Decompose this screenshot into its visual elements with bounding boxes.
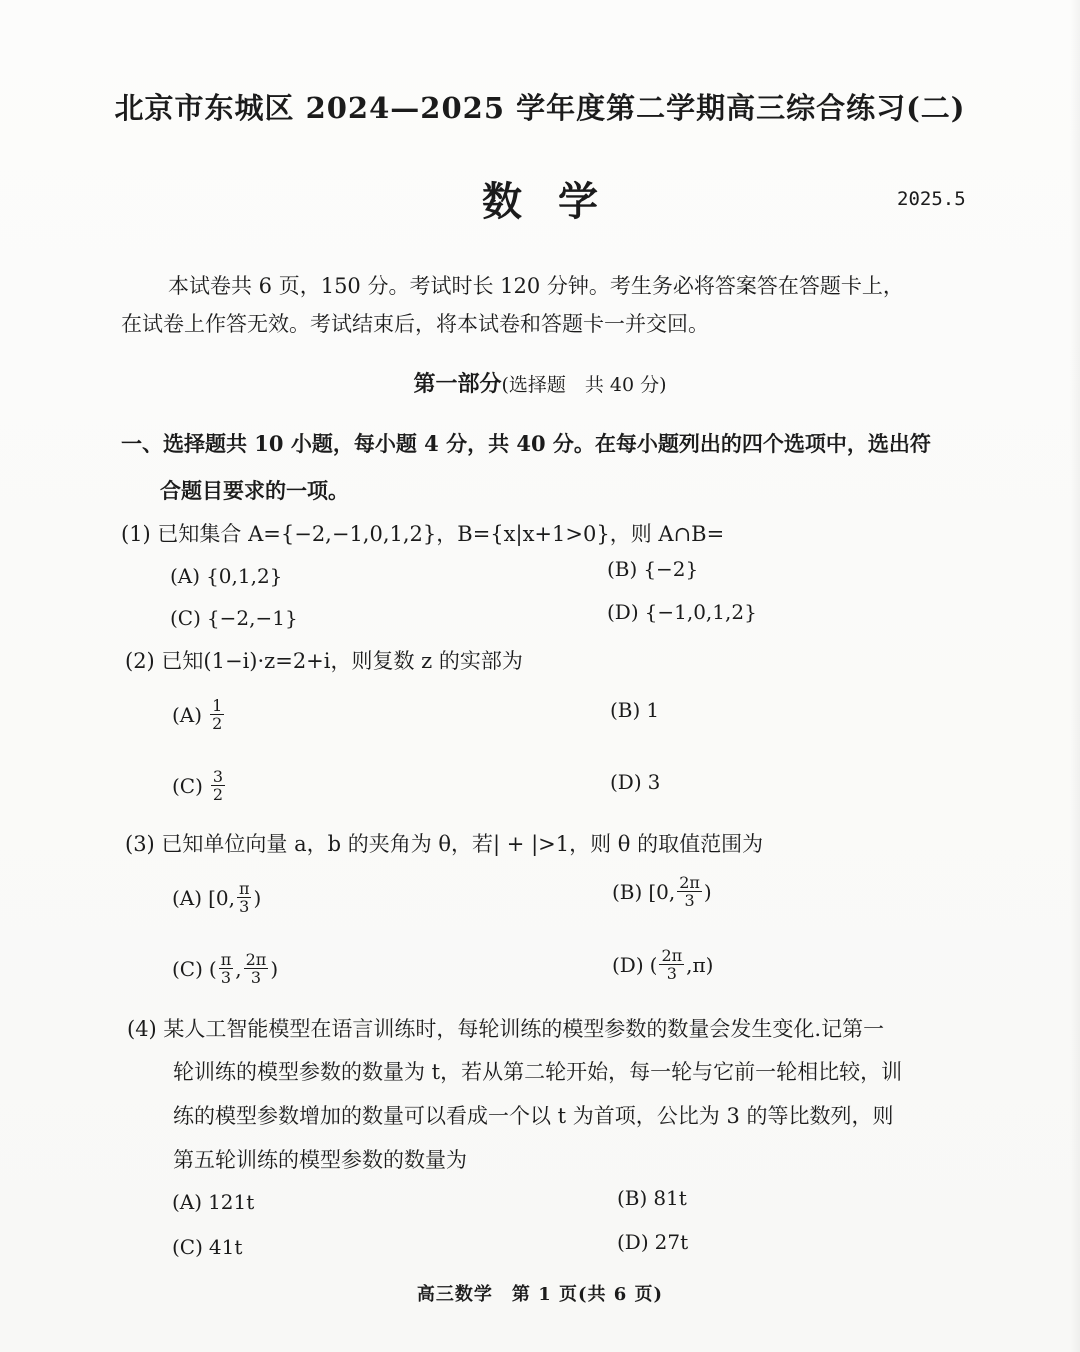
option-label: (C)	[172, 773, 203, 798]
fraction-numerator: 2π	[245, 950, 267, 969]
option-label: (C)	[172, 1235, 203, 1259]
interval-separator: ,	[235, 956, 242, 981]
fraction-numerator: 2π	[661, 946, 683, 965]
interval-open: (	[208, 956, 217, 981]
question-3-option-a	[172, 880, 261, 915]
fraction-numerator: π	[238, 879, 250, 898]
interval-close: )	[253, 885, 262, 910]
option-label: (A)	[172, 702, 203, 727]
fraction-denominator: 3	[684, 891, 695, 910]
intro-line-2: 在试卷上作答无效。考试结束后，将本试卷和答题卡一并交回。	[121, 312, 709, 336]
option-label: (B)	[612, 879, 643, 904]
option-label: (A)	[172, 885, 203, 910]
fraction-denominator: 2	[212, 785, 224, 804]
fraction-numerator: 2π	[679, 873, 700, 892]
option-label: (D)	[612, 952, 644, 977]
option-label: (A)	[172, 1190, 203, 1214]
option-label: (C)	[172, 956, 203, 981]
option-label: (B)	[607, 557, 638, 581]
question-1-option-d	[607, 600, 757, 624]
question-1-stem: (1) 已知集合 A={−2,−1,0,1,2}，B={x|x+1>0}，则 A∩B=	[121, 522, 725, 546]
question-4-stem-line-1: (4) 某人工智能模型在语言训练时，每轮训练的模型参数的数量会发生变化.记第一	[127, 1017, 885, 1041]
option-label: (D)	[607, 600, 639, 624]
question-4-stem-line-2: 轮训练的模型参数的数量为 t，若从第二轮开始，每一轮与它前一轮相比较，训	[173, 1060, 903, 1084]
section-instruction-line-2: 合题目要求的一项。	[160, 478, 349, 503]
question-3-option-c	[172, 951, 278, 986]
interval-close: )	[703, 879, 712, 904]
option-label: (D)	[610, 770, 642, 794]
option-text: {−2,−1}	[206, 606, 298, 630]
interval-open: (	[649, 952, 658, 977]
fraction	[210, 697, 224, 732]
question-3-stem: (3) 已知单位向量 a，b 的夹角为 θ，若| + |>1，则 θ 的取值范围为	[125, 832, 764, 856]
question-4-stem-line-3: 练的模型参数增加的数量可以看成一个以 t 为首项，公比为 3 的等比数列，则	[173, 1104, 894, 1128]
question-3-option-d	[612, 947, 713, 982]
interval-close: )	[270, 956, 279, 981]
fraction	[211, 768, 225, 803]
part-heading	[0, 367, 1080, 398]
question-2-option-d	[610, 770, 660, 794]
option-label: (B)	[617, 1186, 648, 1210]
question-1-option-a	[170, 564, 282, 588]
question-4-option-d	[617, 1230, 688, 1254]
option-text: {−2}	[643, 557, 699, 581]
question-4-stem-line-4: 第五轮训练的模型参数的数量为	[173, 1148, 467, 1172]
fraction	[244, 951, 269, 986]
option-label: (B)	[610, 698, 641, 722]
question-4-option-c	[172, 1235, 242, 1259]
option-text: {0,1,2}	[206, 564, 283, 588]
exam-title: 北京市东城区 2024—2025 学年度第二学期高三综合练习(二)	[114, 91, 966, 125]
fraction-denominator: 3	[666, 964, 677, 983]
option-text: 81t	[653, 1186, 687, 1210]
interval-open: [0,	[648, 879, 676, 904]
section-instruction-line-1: 一、选择题共 10 小题，每小题 4 分，共 40 分。在每小题列出的四个选项中，选出符	[121, 431, 931, 456]
question-3-option-b	[612, 874, 712, 909]
option-text: 1	[646, 698, 660, 722]
option-text: {−1,0,1,2}	[644, 600, 757, 624]
fraction	[237, 880, 252, 915]
page-footer: 高三数学 第 1 页(共 6 页)	[416, 1284, 664, 1305]
fraction	[219, 951, 234, 986]
subject-title: 数学	[482, 178, 634, 225]
intro-line-1: 本试卷共 6 页，150 分。考试时长 120 分钟。考生务必将答案答在答题卡上，	[168, 274, 904, 298]
option-label: (C)	[170, 606, 201, 630]
fraction-denominator: 3	[220, 968, 232, 987]
exam-date: 2025.5	[897, 188, 966, 210]
interval-open: [0,	[208, 885, 235, 910]
interval-close: ,π)	[686, 952, 714, 977]
question-2-option-c	[172, 768, 227, 803]
option-label: (A)	[170, 564, 201, 588]
fraction-denominator: 2	[212, 714, 223, 733]
question-1-option-c	[170, 606, 298, 630]
fraction-numerator: 3	[212, 767, 224, 786]
question-2-option-a	[172, 697, 226, 732]
question-2-option-b	[610, 698, 659, 722]
question-2-stem: (2) 已知(1−i)·z=2+i，则复数 z 的实部为	[125, 649, 523, 673]
fraction-numerator: π	[220, 950, 232, 969]
option-text: 41t	[208, 1235, 243, 1259]
option-label: (D)	[617, 1230, 649, 1254]
fraction	[659, 947, 684, 982]
option-text: 3	[647, 770, 661, 794]
fraction-denominator: 3	[250, 968, 262, 987]
question-4-option-a	[172, 1190, 254, 1214]
question-4-option-b	[617, 1186, 687, 1210]
part-title: 第一部分	[413, 371, 502, 397]
option-text: 27t	[654, 1230, 689, 1254]
part-note: (选择题 共 40 分)	[501, 374, 667, 396]
fraction-numerator: 1	[212, 696, 223, 715]
fraction	[677, 874, 702, 909]
option-text: 121t	[208, 1190, 255, 1214]
question-1-option-b	[607, 557, 698, 581]
fraction-denominator: 3	[239, 897, 250, 916]
